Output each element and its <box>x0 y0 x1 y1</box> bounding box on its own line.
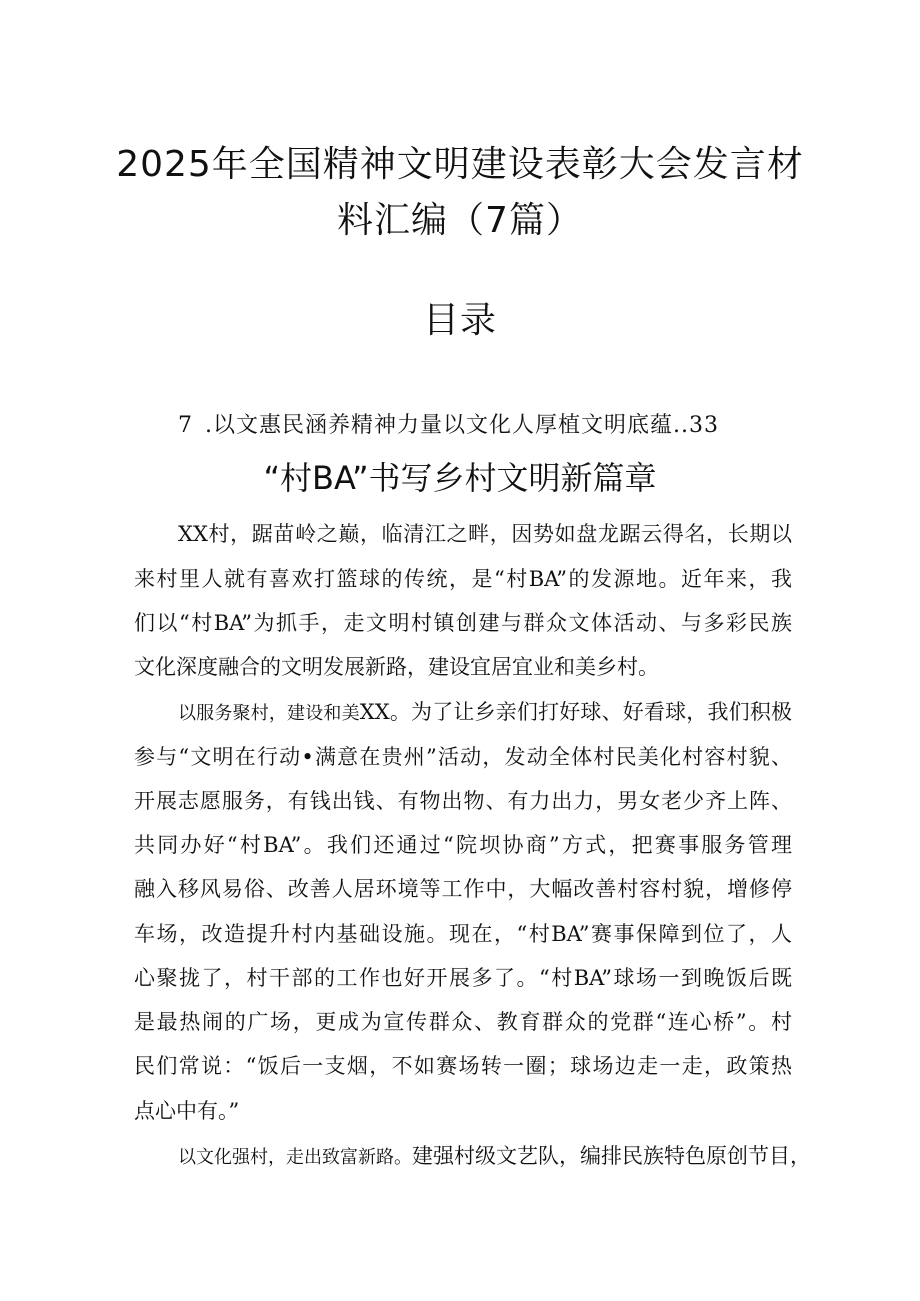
toc-heading: 目录 <box>422 300 497 341</box>
document-title-line-2: 料汇编（7篇） <box>337 200 583 241</box>
toc-entry[interactable] <box>178 408 719 439</box>
paragraph-line: 文化深度融合的文明发展新路，建设宜居宜业和美乡村。 <box>134 655 659 679</box>
paragraph-text: 建强村级文艺队，编排民族特色原创节目， <box>412 1144 811 1168</box>
paragraph-line <box>178 696 792 726</box>
paragraph-line: 共同办好“村BA”。我们还通过“院坝协商”方式，把赛事服务管理 <box>134 833 792 857</box>
paragraph-line: 心聚拢了，村干部的工作也好开展多了。“村BA”球场一到晚饭后既 <box>134 966 792 990</box>
toc-entry-number: 7 <box>178 413 193 438</box>
paragraph-line: 融入移风易俗、改善人居环境等工作中，大幅改善村容村貌，增修停 <box>134 877 792 901</box>
paragraph-line: 参与“文明在行动•满意在贵州”活动，发动全体村民美化村容村貌、 <box>134 745 792 769</box>
paragraph-line: 是最热闹的广场，更成为宣传群众、教育群众的党群“连心桥”。村 <box>134 1010 792 1034</box>
paragraph-line: 来村里人就有喜欢打篮球的传统，是“村BA”的发源地。近年来，我 <box>134 567 792 591</box>
paragraph-line: 车场，改造提升村内基础设施。现在，“村BA”赛事保障到位了，人 <box>134 922 792 946</box>
document-title-line-1: 2025年全国精神文明建设表彰大会发言材 <box>116 144 804 185</box>
paragraph-lead: 以文化强村，走出致富新路。 <box>178 1147 412 1168</box>
paragraph-line <box>178 1140 811 1170</box>
paragraph-line: 开展志愿服务，有钱出钱、有物出物、有力出力，男女老少齐上阵、 <box>134 789 792 813</box>
article-title: “村BA”书写乡村文明新篇章 <box>263 459 657 497</box>
paragraph-line: 们以“村BA”为抓手，走文明村镇创建与群众文体活动、与多彩民族 <box>134 611 792 635</box>
paragraph-lead: 以服务聚村，建设和美 <box>178 703 360 724</box>
paragraph-line: 民们常说：“饭后一支烟，不如赛场转一圈；球场边走一走，政策热 <box>134 1054 792 1078</box>
paragraph-text: XX。为了让乡亲们打好球、好看球，我们积极 <box>359 700 793 724</box>
paragraph-line: XX村，踞苗岭之巅，临清江之畔，因势如盘龙踞云得名，长期以 <box>178 522 792 546</box>
paragraph-line: 点心中有。” <box>134 1099 240 1123</box>
toc-entry-text: .以文惠民涵养精神力量以文化人厚植文明底蕴..33 <box>205 413 719 438</box>
